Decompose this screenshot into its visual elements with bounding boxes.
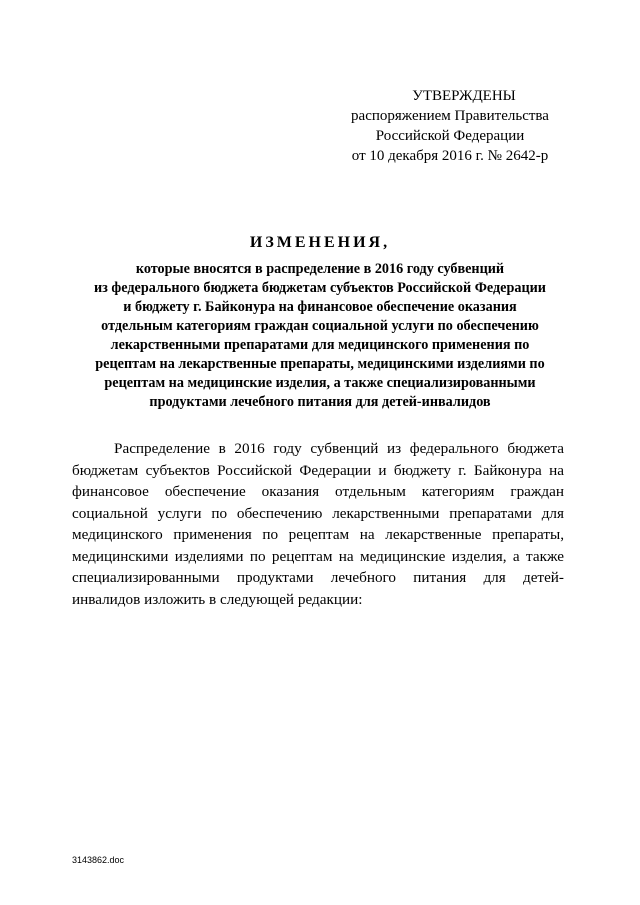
- subtitle-line: рецептам на медицинские изделия, а также специализированными: [104, 375, 536, 391]
- body-line: социальной услуги по обеспечению лекарственными препаратами для: [72, 504, 564, 522]
- approval-line: Российской Федерации: [375, 128, 525, 144]
- subtitle-line: и бюджету г. Байконура на финансовое обеспечение оказания: [123, 299, 517, 315]
- body-line: инвалидов изложить в следующей редакции:: [72, 590, 363, 608]
- subtitle-line: лекарственными препаратами для медицинского применения по: [110, 337, 530, 353]
- body-line: медицинского применения по рецептам на лекарственные препараты,: [72, 526, 564, 543]
- body-paragraph: [72, 438, 564, 610]
- body-line: Распределение в 2016 году субвенций из федерального бюджета: [114, 440, 564, 457]
- subtitle-line: из федерального бюджета бюджетам субъектов Российской Федерации: [94, 280, 546, 296]
- approval-block: [330, 86, 570, 166]
- document-subtitle: [60, 260, 580, 412]
- body-line: бюджетам субъектов Российской Федерации и бюджету г. Байконура на: [72, 461, 564, 479]
- subtitle-line: продуктами лечебного питания для детей-инвалидов: [149, 394, 491, 410]
- subtitle-line: которые вносятся в распределение в 2016 году субвенций: [135, 261, 505, 277]
- body-line: специализированными продуктами лечебного питания для детей-: [72, 569, 564, 586]
- approval-heading: УТВЕРЖДЕНЫ: [412, 88, 516, 104]
- document-title: ИЗМЕНЕНИЯ,: [249, 234, 391, 251]
- body-line: медицинскими изделиями по рецептам на медицинские изделия, а также: [72, 547, 564, 565]
- subtitle-line: рецептам на лекарственные препараты, медицинскими изделиями по: [95, 356, 545, 372]
- body-line: финансовое обеспечение оказания отдельным категориям граждан: [72, 483, 564, 500]
- approval-date-line: от 10 декабря 2016 г. № 2642-р: [351, 148, 549, 164]
- subtitle-line: отдельным категориям граждан социальной услуги по обеспечению: [101, 318, 539, 334]
- approval-line: распоряжением Правительства: [351, 108, 549, 124]
- file-reference: 3143862.doc: [72, 855, 125, 865]
